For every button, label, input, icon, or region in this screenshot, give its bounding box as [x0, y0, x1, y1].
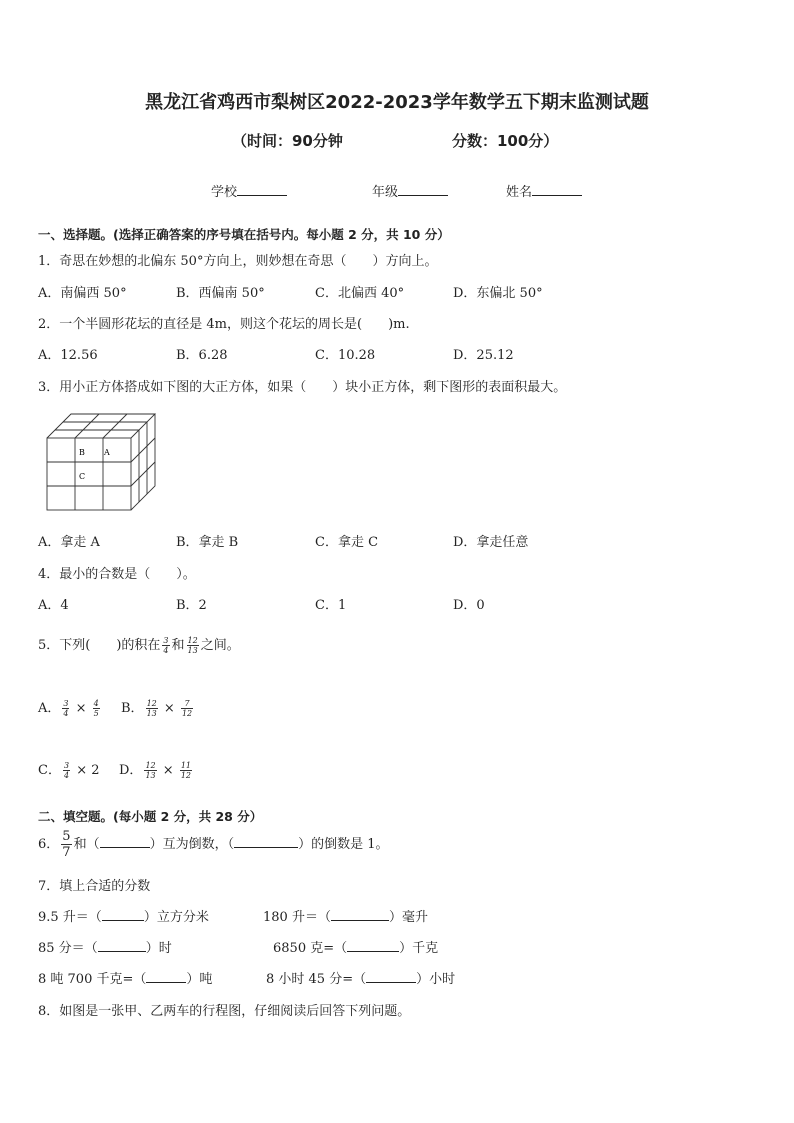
q2-option-c[interactable]: C．10.28: [315, 348, 376, 363]
q1-option-a[interactable]: A．南偏西 50°: [38, 286, 127, 301]
page-title: 黑龙江省鸡西市梨树区2022-2023学年数学五下期末监测试题: [145, 92, 649, 113]
q7-row3-left: 8 吨 700 千克=（ ）吨: [38, 972, 213, 987]
cube-label-b: B: [79, 448, 85, 457]
q7-blank-3[interactable]: [98, 951, 146, 952]
q8-text: 8．如图是一张甲、乙两车的行程图，仔细阅读后回答下列问题。: [38, 1004, 411, 1019]
q1-option-d[interactable]: D．东偏北 50°: [453, 286, 543, 301]
q3-option-b[interactable]: B．拿走 B: [176, 535, 239, 550]
q2-option-b[interactable]: B．6.28: [176, 348, 228, 363]
q2-text: 2．一个半圆形花坛的直径是 4m，则这个花坛的周长是( )m.: [38, 317, 410, 332]
q4-option-c[interactable]: C．1: [315, 598, 347, 613]
q7-blank-6[interactable]: [366, 982, 416, 983]
q3-option-d[interactable]: D．拿走任意: [453, 535, 529, 550]
q2-option-a[interactable]: A．12.56: [38, 348, 98, 363]
q7-text: 7．填上合适的分数: [38, 879, 151, 894]
q5-option-a[interactable]: A． $\frac{3}{4}$ × $\frac{4}{5}$: [38, 699, 99, 718]
q4-option-d[interactable]: D．0: [453, 598, 485, 613]
q7-row1-left: 9.5 升＝（ ）立方分米: [38, 910, 209, 925]
q3-option-c[interactable]: C．拿走 C: [315, 535, 379, 550]
exam-score: 分数：100分）: [452, 132, 559, 150]
q3-text: 3．用小正方体搭成如下图的大正方体，如果（ ）块小正方体，剩下图形的表面积最大。: [38, 380, 567, 395]
q6-blank-1[interactable]: [100, 847, 150, 848]
q5-option-d[interactable]: D． $\frac{12}{13}$ × $\frac{11}{12}$: [119, 761, 191, 780]
grade-field[interactable]: 年级: [372, 181, 448, 200]
q3-option-a[interactable]: A．拿走 A: [38, 535, 100, 550]
q4-text: 4．最小的合数是（ ）。: [38, 567, 196, 582]
name-field[interactable]: 姓名: [506, 181, 582, 200]
q7-blank-4[interactable]: [347, 951, 399, 952]
q5-option-b[interactable]: B． $\frac{12}{13}$ × $\frac{7}{12}$: [121, 699, 193, 718]
q6-text: 6． $\frac{5}{7}$ 和（ ）互为倒数，（ ）的倒数是 1。: [38, 829, 389, 860]
q6-blank-2[interactable]: [234, 847, 298, 848]
cube-label-a: A: [104, 448, 110, 457]
q7-row2-left: 85 分＝（ ）时: [38, 941, 172, 956]
q1-text: 1．奇思在妙想的北偏东 50°方向上，则妙想在奇思（ ）方向上。: [38, 254, 438, 269]
q5-fraction-1: $\frac{3}{4}$: [163, 636, 169, 655]
q7-row2-right: 6850 克=（ ）千克: [273, 941, 439, 956]
q1-option-b[interactable]: B．西偏南 50°: [176, 286, 265, 301]
cube-label-c: C: [79, 472, 86, 481]
q5-option-c[interactable]: C． $\frac{3}{4}$ × 2: [38, 761, 100, 780]
q4-option-a[interactable]: A．4: [38, 598, 69, 613]
section1-heading: 一、选择题。(选择正确答案的序号填在括号内。每小题 2 分，共 10 分）: [38, 227, 450, 242]
q7-blank-5[interactable]: [146, 982, 186, 983]
q7-blank-2[interactable]: [331, 920, 389, 921]
school-field[interactable]: 学校: [211, 181, 287, 200]
q1-option-c[interactable]: C．北偏西 40°: [315, 286, 405, 301]
q2-option-d[interactable]: D．25.12: [453, 348, 514, 363]
q5-text: 5．下列( )的积在 $\frac{3}{4}$ 和 $\frac{12}{13}$ 之间。: [38, 636, 240, 655]
q7-row3-right: 8 小时 45 分=（ ）小时: [266, 972, 456, 987]
section2-heading: 二、填空题。(每小题 2 分，共 28 分）: [38, 809, 263, 824]
exam-time: （时间：90分钟: [232, 132, 343, 150]
q7-row1-right: 180 升＝（ ）毫升: [263, 910, 428, 925]
q6-fraction: $\frac{5}{7}$: [62, 829, 71, 860]
q7-blank-1[interactable]: [102, 920, 144, 921]
q5-fraction-2: $\frac{12}{13}$: [187, 636, 198, 655]
cube-figure: [44, 410, 159, 514]
q4-option-b[interactable]: B．2: [176, 598, 207, 613]
